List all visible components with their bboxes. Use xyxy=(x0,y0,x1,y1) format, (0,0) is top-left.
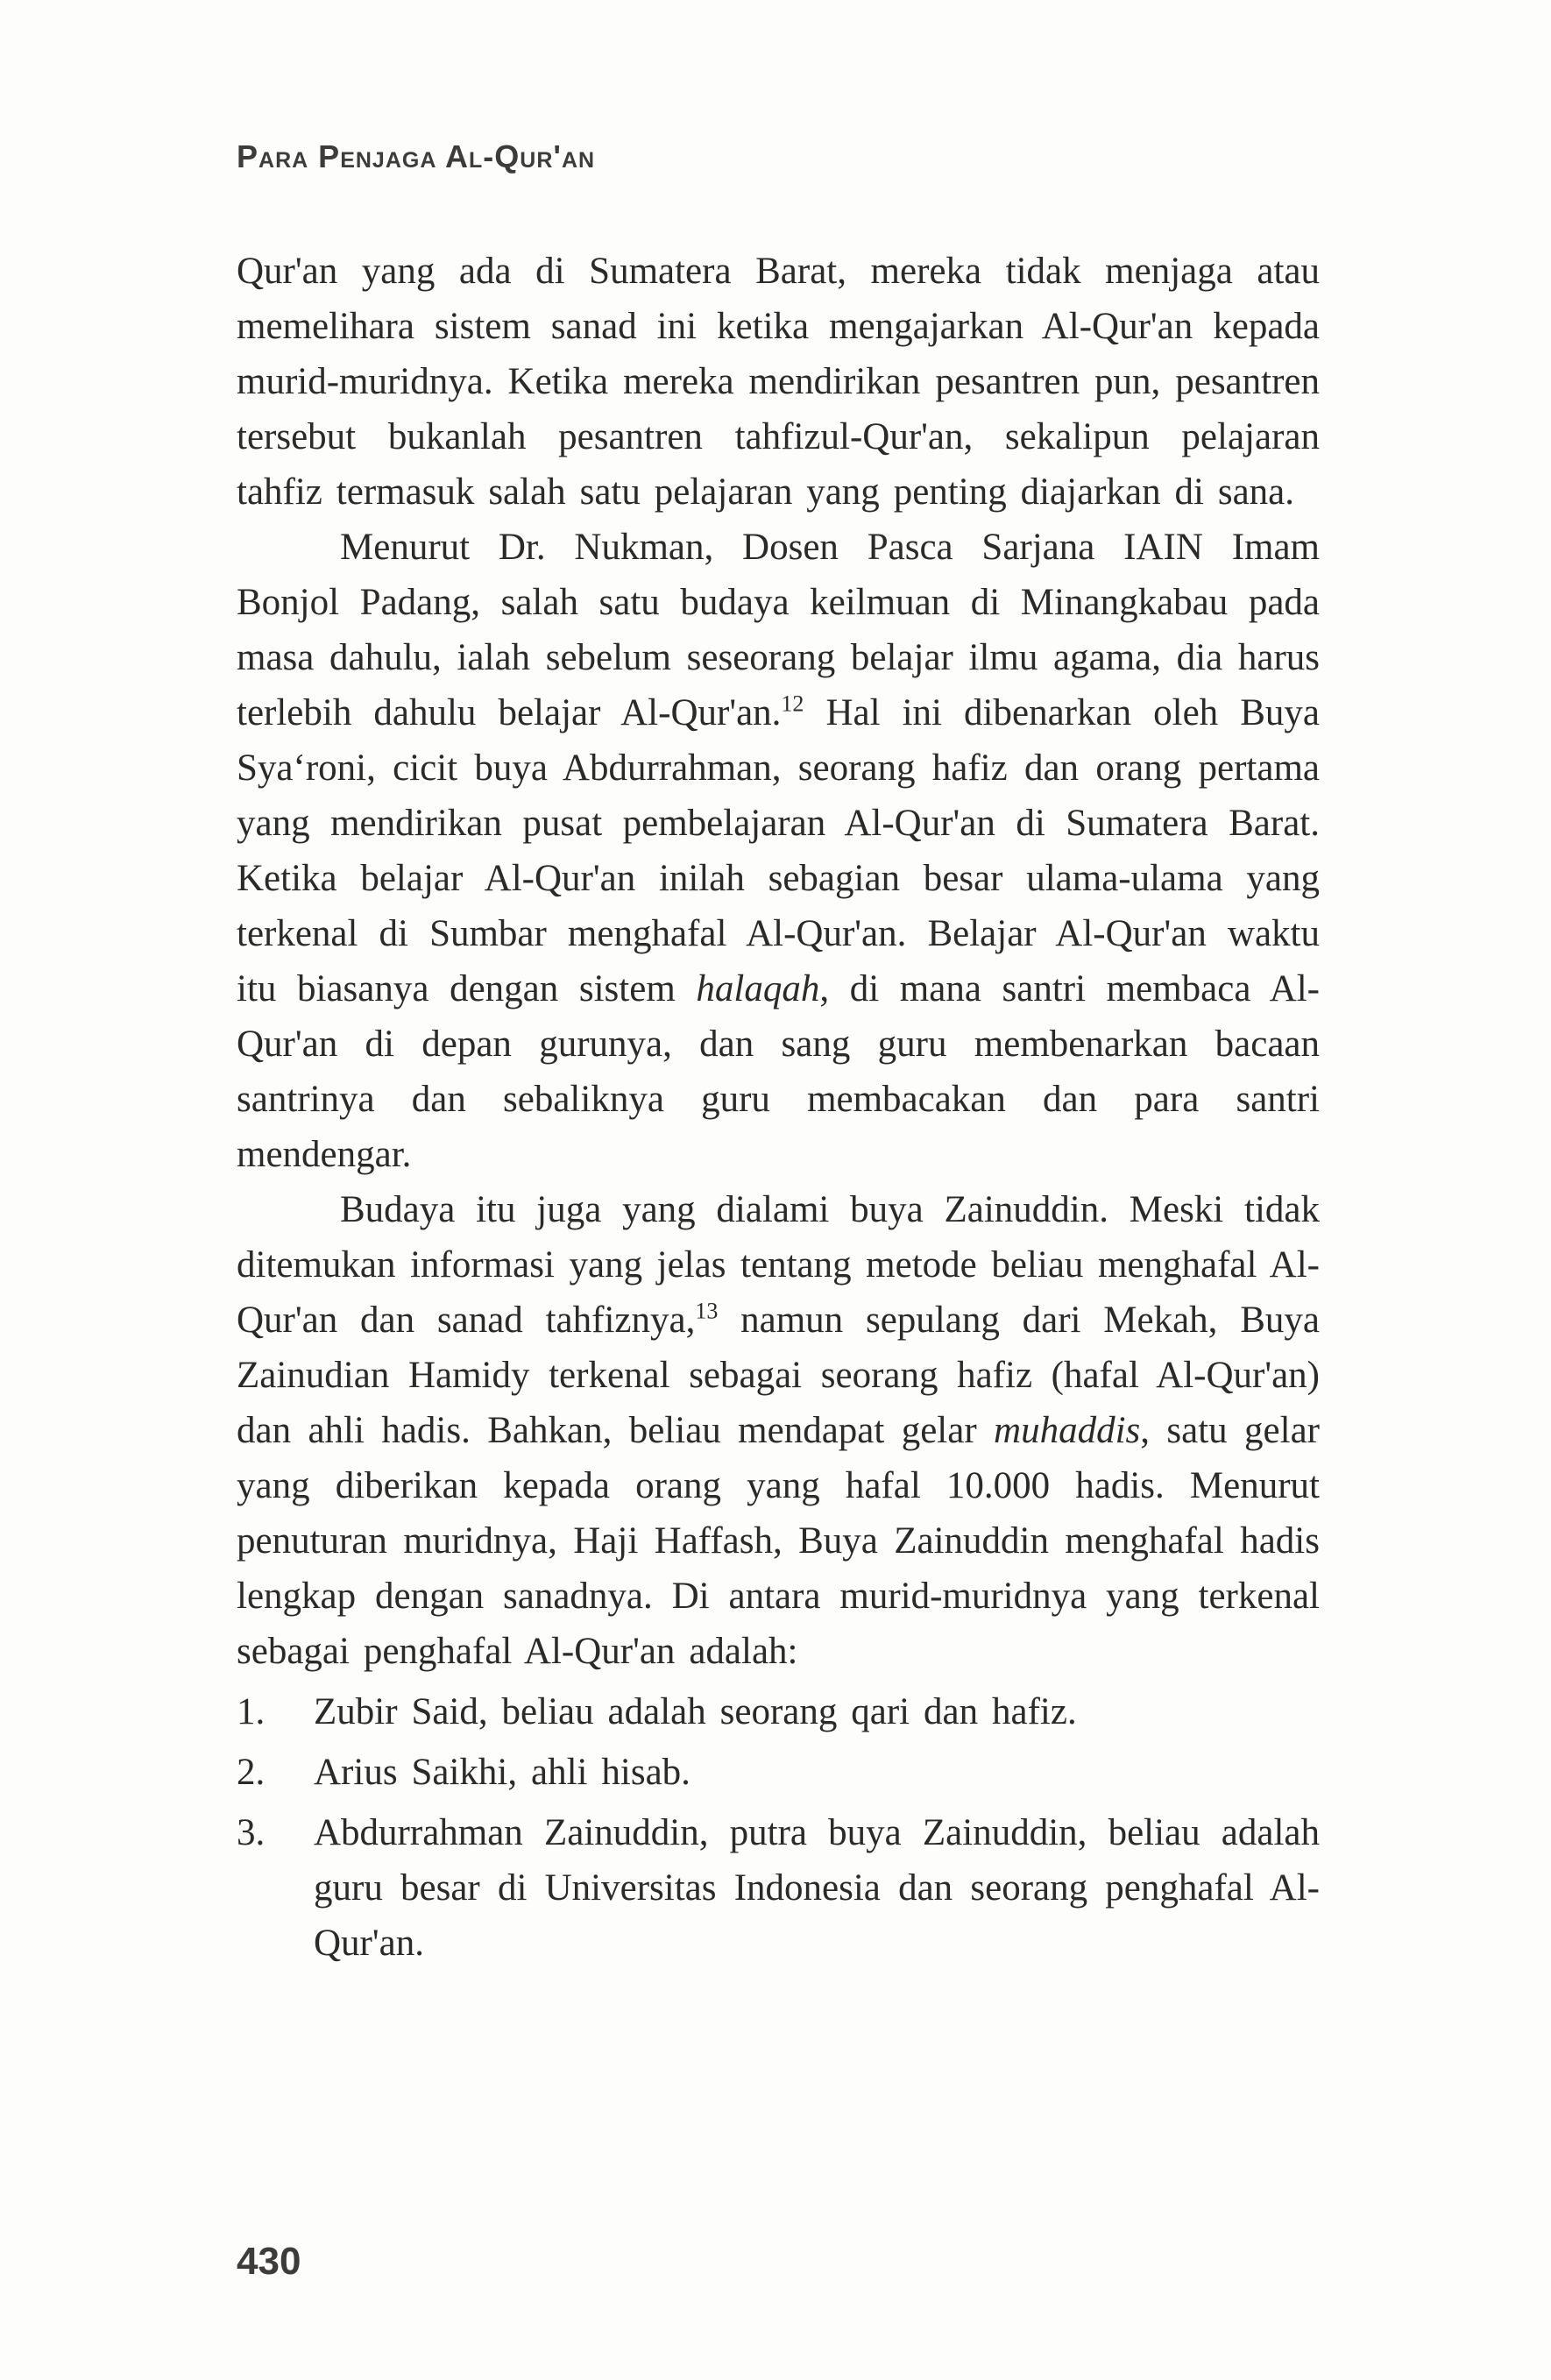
paragraph-text: Hal ini dibenarkan oleh Buya Sya‘roni, cicit buya Abdurrahman, seorang hafiz dan orang pertama yang mendirikan pusat pembelajaran Al-Qur'an di Sumatera Barat. Ketika belajar Al-Qur'an inilah sebagian besar ulama-ulama yang terkenal di Sumbar menghafal Al-Qur'an. Belajar Al-Qur'an waktu itu biasanya dengan sistem xyxy=(237,692,1320,1009)
text-block xyxy=(237,138,1320,1971)
italic-term-halaqah: halaqah xyxy=(696,968,820,1009)
paragraph-text: , di mana santri membaca Al-Qur'an di depan gurunya, dan sang guru membenarkan bacaan santrinya dan sebaliknya guru membacakan dan para santri mendengar. xyxy=(237,968,1320,1175)
list-item-text: Arius Saikhi, ahli hisab. xyxy=(314,1752,691,1793)
paragraph-text: Budaya itu juga yang dialami buya Zainuddin. Meski tidak ditemukan informasi yang jelas tentang metode beliau menghafal Al-Qur'an dan sanad tahfiznya, xyxy=(237,1189,1320,1341)
paragraph-text: , satu gelar yang diberikan kepada orang yang hafal 10.000 hadis. Menurut penuturan muridnya, Haji Haffash, Buya Zainuddin menghafal hadis lengkap dengan sanadnya. Di antara murid-muridnya yang terkenal sebagai penghafal Al-Qur'an adalah: xyxy=(237,1410,1320,1672)
footnote-ref-13: 13 xyxy=(695,1298,719,1324)
students-list xyxy=(237,1684,1320,1971)
italic-term-muhaddis: muhaddis xyxy=(994,1410,1141,1451)
paragraph-text: Qur'an yang ada di Sumatera Barat, mereka tidak menjaga atau memelihara sistem sanad ini ketika mengajarkan Al-Qur'an kepada murid-muridnya. Ketika mereka mendirikan pesantren pun, pesantren tersebut bukanlah pesantren tahfizul-Qur'an, sekalipun pelajaran tahfiz termasuk salah satu pelajaran yang penting diajarkan di sana. xyxy=(237,251,1320,513)
running-header: Para Penjaga Al-Qur'an xyxy=(237,138,596,174)
page-body xyxy=(237,244,1320,1971)
list-item-number: 2. xyxy=(237,1752,266,1793)
page-number: 430 xyxy=(237,2240,301,2283)
list-item xyxy=(237,1745,1320,1800)
list-item-text: Zubir Said, beliau adalah seorang qari dan hafiz. xyxy=(314,1691,1077,1732)
footnote-ref-12: 12 xyxy=(781,691,804,717)
paragraph-text: Menurut Dr. Nukman, Dosen Pasca Sarjana IAIN Imam Bonjol Padang, salah satu budaya keilmuan di Minangkabau pada masa dahulu, ialah sebelum seseorang belajar ilmu agama, dia harus terlebih dahulu belajar Al-Qur'an. xyxy=(237,527,1320,733)
paragraph-text: namun sepulang dari Mekah, Buya Zainudian Hamidy terkenal sebagai seorang hafiz (hafal Al-Qur'an) dan ahli hadis. Bahkan, beliau mendapat gelar xyxy=(237,1300,1320,1451)
paragraph-zainuddin xyxy=(237,1182,1320,1679)
list-item-number: 1. xyxy=(237,1691,266,1732)
list-item xyxy=(237,1805,1320,1971)
paragraph-continuation xyxy=(237,244,1320,520)
paragraph-nukman xyxy=(237,520,1320,1182)
list-item xyxy=(237,1684,1320,1739)
list-item-text: Abdurrahman Zainuddin, putra buya Zainuddin, beliau adalah guru besar di Universitas Indonesia dan seorang penghafal Al-Qur'an. xyxy=(314,1812,1320,1964)
list-item-number: 3. xyxy=(237,1812,266,1853)
